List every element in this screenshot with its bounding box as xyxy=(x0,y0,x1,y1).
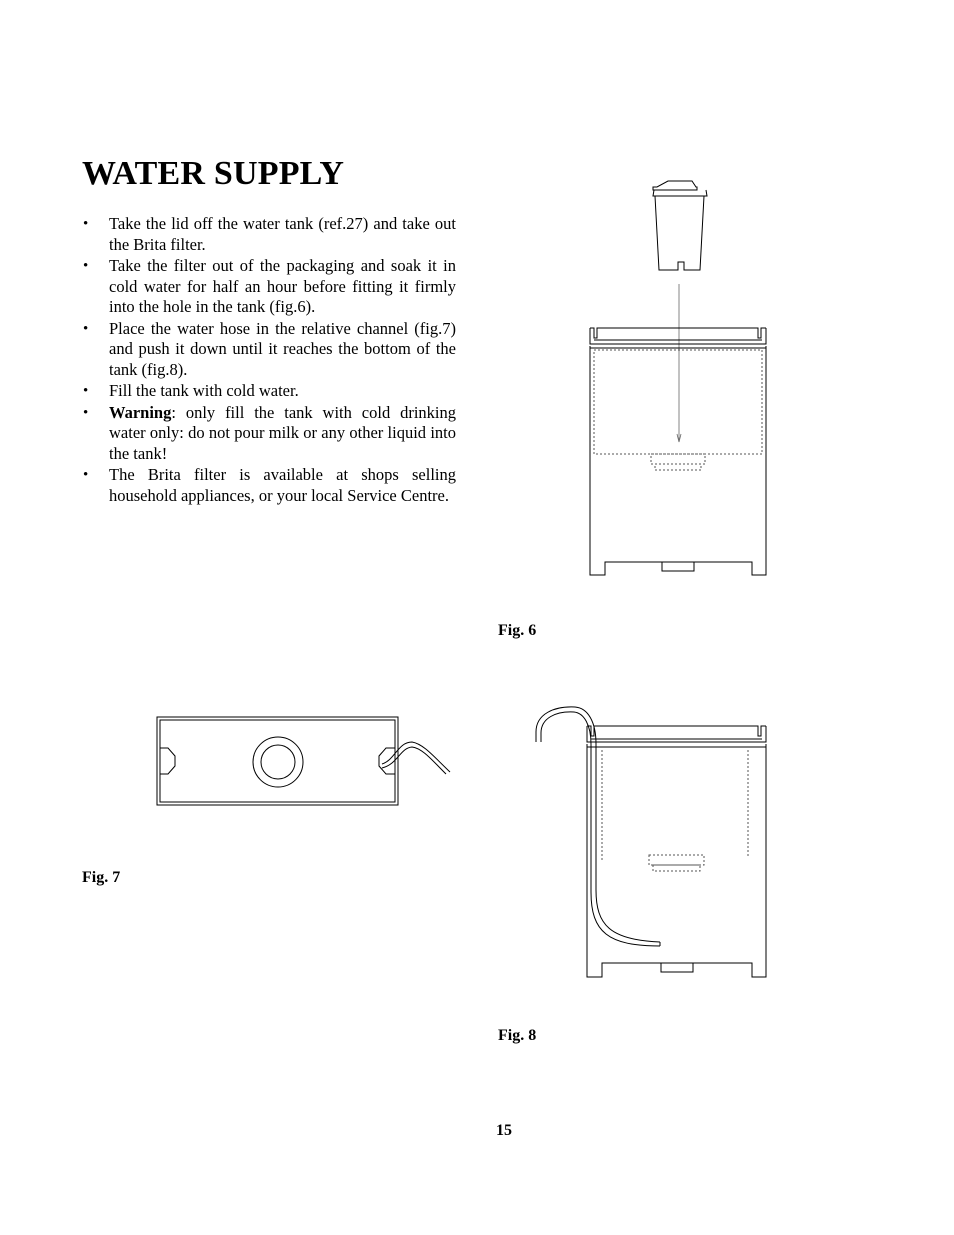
fig7-hose-channel-drawing xyxy=(150,710,460,814)
fig7-caption: Fig. 7 xyxy=(82,869,121,886)
instruction-item xyxy=(82,465,456,506)
page-number: 15 xyxy=(496,1122,512,1139)
fig6-caption: Fig. 6 xyxy=(498,622,537,639)
instruction-item xyxy=(82,256,456,318)
instruction-item-warning xyxy=(82,403,456,465)
instruction-text: Place the water hose in the relative channel (fig.7) and push it down until it reaches the bottom of the tank (fig.8). xyxy=(109,318,456,379)
water-hose-icon xyxy=(382,742,450,774)
instruction-text: Take the lid off the water tank (ref.27) and take out the Brita filter. xyxy=(109,214,456,254)
instruction-text: The Brita filter is available at shops selling household appliances, or your local Service Centre. xyxy=(109,465,456,505)
instruction-item xyxy=(82,319,456,381)
instruction-item xyxy=(82,381,456,402)
fig6-tank-filter-drawing xyxy=(580,176,780,580)
warning-label: Warning xyxy=(109,402,172,422)
page-title: WATER SUPPLY xyxy=(82,155,345,192)
instruction-text: : only fill the tank with cold drinking water only: do not pour milk or any other liquid into the tank! xyxy=(109,402,456,463)
fig8-caption: Fig. 8 xyxy=(498,1027,537,1044)
brita-filter-icon xyxy=(653,181,707,270)
water-hose-icon xyxy=(536,707,660,946)
instruction-item xyxy=(82,214,456,255)
instruction-text: Take the filter out of the packaging and soak it in cold water for half an hour before fitting it firmly into the hole in the tank (fig.6). xyxy=(109,256,456,316)
instruction-list xyxy=(82,214,456,507)
fig8-tank-hose-drawing xyxy=(530,700,775,982)
instruction-text: Fill the tank with cold water. xyxy=(109,381,299,400)
